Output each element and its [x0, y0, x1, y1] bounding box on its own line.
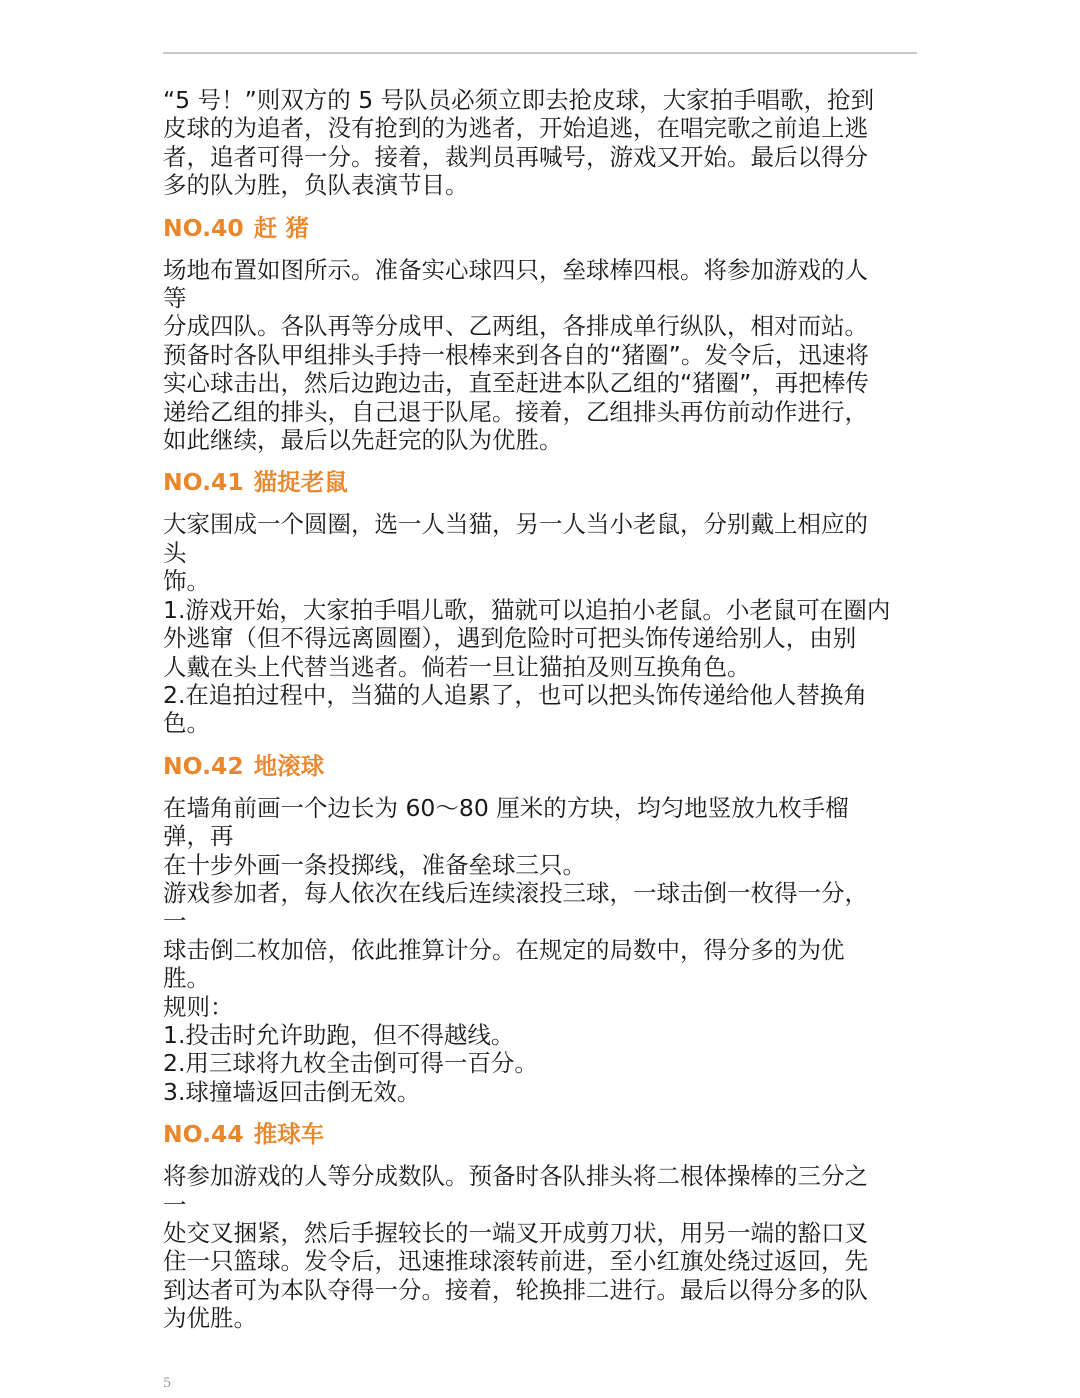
text-line: 一	[163, 907, 187, 936]
text-line: 等	[163, 284, 187, 313]
text-line: 2.用三球将九枚全击倒可得一百分。	[163, 1049, 538, 1078]
section-number: NO.41	[163, 468, 244, 497]
text-line: 色。	[163, 709, 210, 738]
section-body-no40	[163, 256, 923, 455]
text-line: 住一只篮球。发令后，迅速推球滚转前进，至小红旗处绕过返回，先	[163, 1247, 868, 1276]
text-line: 预备时各队甲组排头手持一根棒来到各自的“猪圈”。发令后，迅速将	[163, 340, 869, 369]
section-number: NO.44	[163, 1120, 244, 1149]
text-line: 在十步外画一条投掷线，准备垒球三只。	[163, 850, 586, 879]
text-line: 皮球的为追者，没有抢到的为逃者，开始追逃，在唱完歌之前追上逃	[163, 114, 868, 143]
text-line: 胜。	[163, 964, 210, 993]
text-line: 饰。	[163, 567, 210, 596]
top-divider	[163, 52, 917, 54]
text-line: “5 号！”则双方的 5 号队员必须立即去抢皮球，大家拍手唱歌，抢到	[163, 86, 875, 114]
text-line: 球击倒二枚加倍，依此推算计分。在规定的局数中，得分多的为优	[163, 935, 845, 964]
section-body-no41	[163, 510, 923, 737]
text-line: 外逃窜（但不得远离圆圈），遇到危险时可把头饰传递给别人，由别	[163, 624, 857, 653]
intro-paragraph	[163, 86, 923, 200]
section-number: NO.40	[163, 213, 244, 242]
text-line: 大家围成一个圆圈，选一人当猫，另一人当小老鼠，分别戴上相应的	[163, 510, 868, 539]
text-line: 分成四队。各队再等分成甲、乙两组，各排成单行纵队，相对而站。	[163, 312, 868, 341]
text-line: 2.在追拍过程中，当猫的人追累了，也可以把头饰传递给他人替换角	[163, 680, 867, 709]
text-line: 规则：	[163, 992, 234, 1021]
section-body-no42	[163, 794, 923, 1106]
text-line: 处交叉捆紧，然后手握较长的一端叉开成剪刀状，用另一端的豁口叉	[163, 1219, 868, 1247]
text-line: 将参加游戏的人等分成数队。预备时各队排头将二根体操棒的三分之	[163, 1162, 868, 1191]
text-line: 弹，再	[163, 822, 234, 851]
document-body	[163, 86, 923, 1333]
text-line: 一	[163, 1190, 187, 1219]
text-line: 多的队为胜，负队表演节目。	[163, 171, 469, 200]
text-line: 头	[163, 538, 187, 567]
text-line: 1.游戏开始，大家拍手唱儿歌，猫就可以追拍小老鼠。小老鼠可在圈内	[163, 595, 891, 624]
section-body-no44	[163, 1162, 923, 1332]
text-line: 递给乙组的排头，自己退于队尾。接着，乙组排头再仿前动作进行，	[163, 397, 868, 426]
text-line: 人戴在头上代替当逃者。倘若一旦让猫拍及则互换角色。	[163, 652, 751, 681]
text-line: 在墙角前画一个边长为 60～80 厘米的方块，均匀地竖放九枚手榴	[163, 793, 849, 822]
text-line: 如此继续，最后以先赶完的队为优胜。	[163, 426, 563, 455]
section-heading-no40	[163, 214, 923, 242]
page-number: 5	[163, 1376, 172, 1391]
text-line: 为优胜。	[163, 1304, 257, 1333]
text-line: 1.投击时允许助跑，但不得越线。	[163, 1020, 515, 1049]
text-line: 3.球撞墙返回击倒无效。	[163, 1077, 421, 1106]
section-number: NO.42	[163, 751, 244, 780]
text-line: 到达者可为本队夺得一分。接着，轮换排二进行。最后以得分多的队	[163, 1275, 868, 1304]
text-line: 场地布置如图所示。准备实心球四只，垒球棒四根。将参加游戏的人	[163, 255, 868, 284]
text-line: 实心球击出，然后边跑边击，直至赶进本队乙组的“猪圈”，再把棒传	[163, 369, 869, 398]
section-title: 赶 猪	[253, 213, 309, 242]
section-heading-no41	[163, 468, 923, 496]
section-heading-no44	[163, 1120, 923, 1148]
text-line: 者，追者可得一分。接着，裁判员再喊号，游戏又开始。最后以得分	[163, 142, 868, 171]
section-title: 猫捉老鼠	[253, 468, 348, 497]
text-line: 游戏参加者，每人依次在线后连续滚投三球，一球击倒一枚得一分，	[163, 878, 868, 907]
section-heading-no42	[163, 752, 923, 780]
section-title: 地滚球	[253, 751, 325, 780]
section-title: 推球车	[253, 1120, 325, 1149]
